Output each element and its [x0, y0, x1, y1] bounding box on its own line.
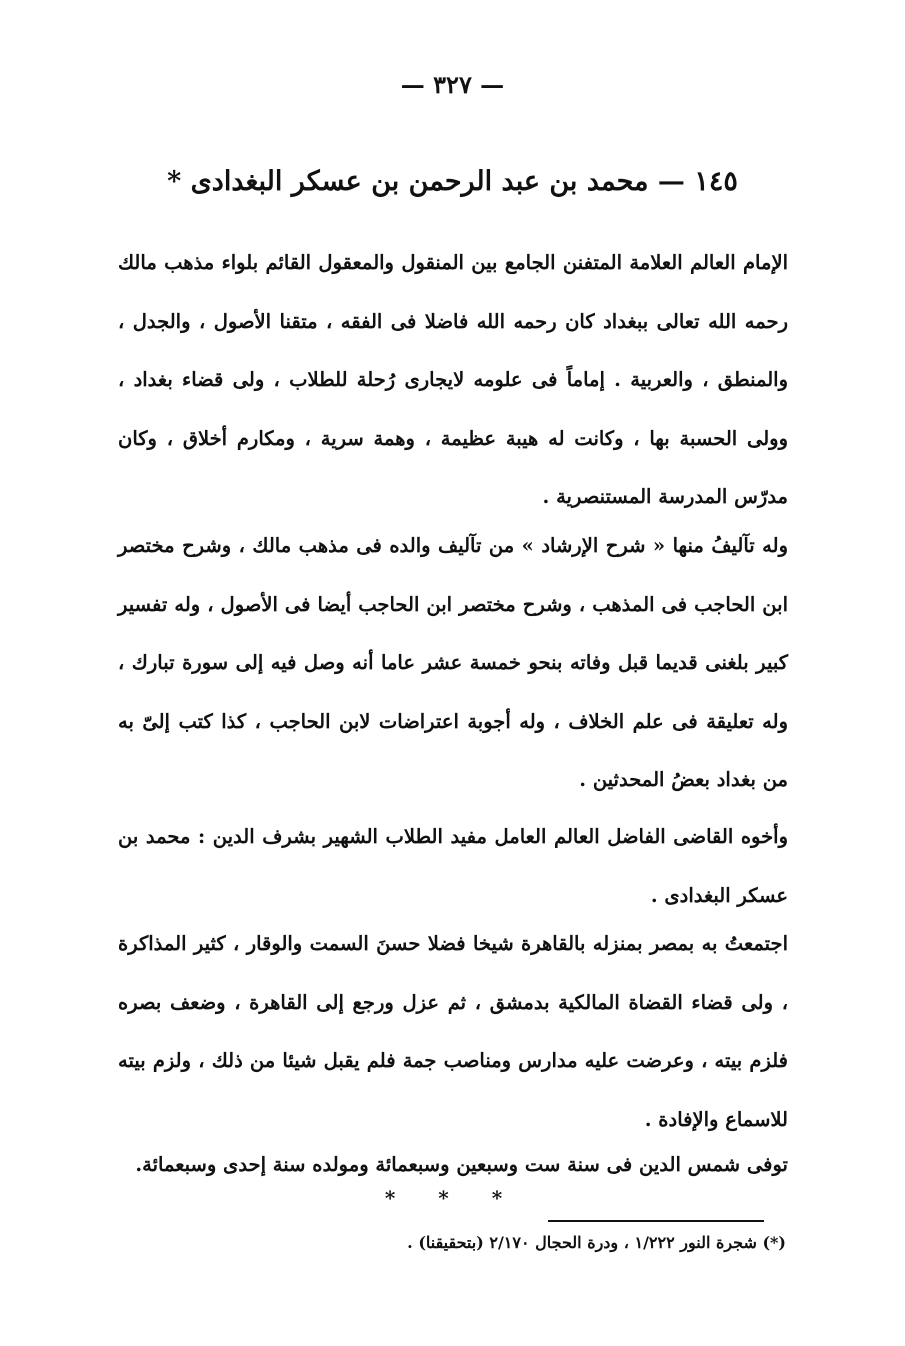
page-number: — ٣٢٧ —	[400, 70, 505, 99]
paragraph-works: وله تآليفُ منها « شرح الإرشاد » من تآليف والده فى مذهب مالك ، وشرح مختصر ابن الحاجب فى المذهب ، وشرح مختصر ابن الحاجب أيضا فى الأصول ، وله تفسير كبير بلغنى قديما قبل وفاته بنحو خمسة عشر عاما أنه وصل فيه إلى سورة تبارك ، وله تعليقة فى علم الخلاف ، وله أجوبة اعتراضات لابن الحاجب ، كذا كتب إلىّ به من بغداد بعضُ المحدثين .	[118, 534, 788, 791]
paragraph-brother: وأخوه القاضى الفاضل العالم العامل مفيد الطلاب الشهير بشرف الدين : محمد بن عسكر البغدادى .	[118, 825, 788, 907]
entry-title: ١٤٥ — محمد بن عبد الرحمن بن عسكر البغدادى *	[167, 166, 738, 197]
paragraph-biography: الإمام العالم العلامة المتفنن الجامع بين المنقول والمعقول القائم بلواء مذهب مالك رحمه الله تعالى ببغداد كان رحمه الله فاضلا فى الفقه ، متقنا الأصول ، والجدل ، والمنطق ، والعربية . إماماً فى علومه لايجارى رُحلة للطلاب ، ولى قضاء بغداد ، وولى الحسبة بها ، وكانت له هيبة عظيمة ، وهمة سرية ، ومكارم أخلاق ، وكان مدرّس المدرسة المستنصرية .	[118, 251, 788, 508]
paragraph-death: توفى شمس الدين فى سنة ست وسبعين وسبعمائة ومولده سنة إحدى وسبعمائة.	[135, 1153, 788, 1176]
footnote-divider	[548, 1220, 764, 1222]
paragraph-meeting: اجتمعتُ به بمصر بمنزله بالقاهرة شيخا فضلا حسنَ السمت والوقار ، كثير المذاكرة ، ولى قضاء القضاة المالكية بدمشق ، ثم عزل ورجع إلى القاهرة ، وضعف بصره فلزم بيته ، وعرضت عليه مدارس ومناصب جمة فلم يقبل شيئا من ذلك ، ولزم بيته للاسماع والإفادة .	[118, 932, 788, 1131]
section-separator: * * *	[384, 1186, 521, 1210]
footnote: (*) شجرة النور ١/٢٢٢ ، ودرة الحجال ٢/١٧٠ (بتحقيقنا) .	[407, 1233, 786, 1252]
